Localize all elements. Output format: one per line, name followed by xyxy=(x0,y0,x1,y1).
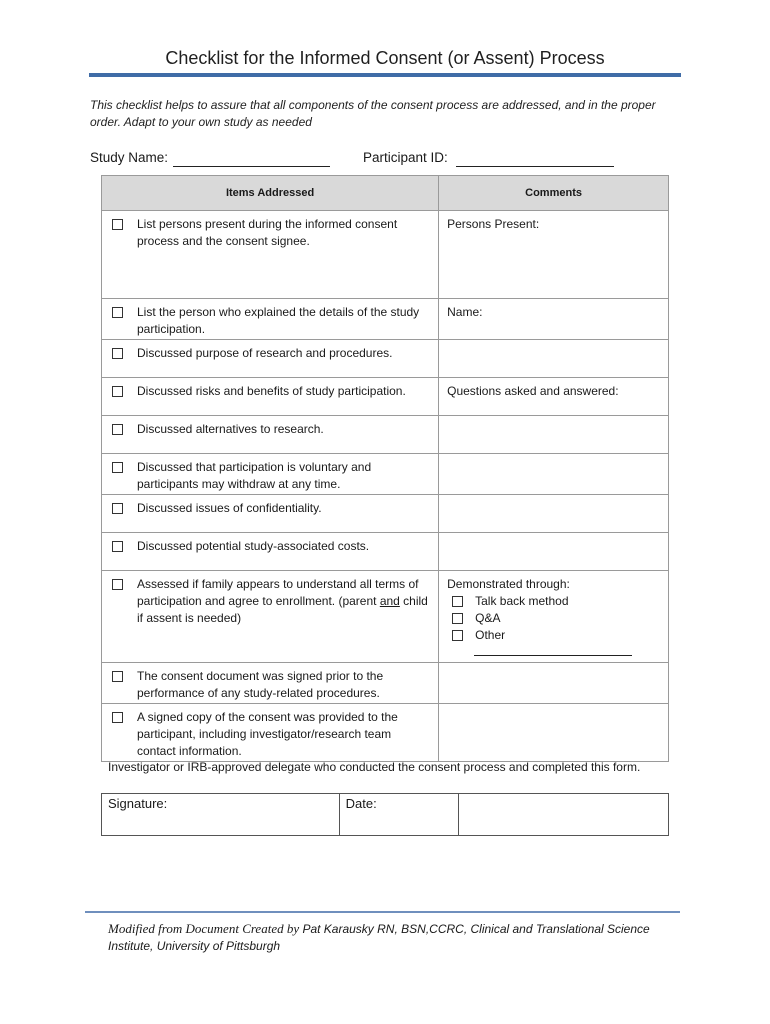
checkbox[interactable] xyxy=(112,462,123,473)
checkbox[interactable] xyxy=(112,307,123,318)
table-row xyxy=(102,299,669,340)
option-talk-back[interactable] xyxy=(447,593,660,610)
item-text: Discussed purpose of research and procedures. xyxy=(137,346,393,360)
checkbox[interactable] xyxy=(112,712,123,723)
comment-text[interactable]: Name: xyxy=(447,305,483,319)
date-field[interactable] xyxy=(339,794,459,836)
signature-field[interactable] xyxy=(102,794,340,836)
table-row xyxy=(102,571,669,663)
checkbox[interactable] xyxy=(112,424,123,435)
option-label: Talk back method xyxy=(475,594,569,608)
checkbox[interactable] xyxy=(112,671,123,682)
signature-label: Signature: xyxy=(108,796,168,811)
option-label: Other xyxy=(475,628,506,642)
item-text-underlined: and xyxy=(379,594,400,608)
participant-id-field[interactable] xyxy=(456,166,614,167)
comment-text[interactable] xyxy=(440,534,667,538)
title-divider xyxy=(89,73,681,77)
comment-text[interactable] xyxy=(440,417,667,421)
comments-header: Comments xyxy=(439,176,669,211)
comment-text[interactable]: Questions asked and answered: xyxy=(447,384,619,398)
attestation-text: Investigator or IRB-approved delegate who conducted the consent process and completed this form. xyxy=(108,760,641,774)
item-text-part: child if assent is needed) xyxy=(137,594,428,625)
date-label: Date: xyxy=(345,796,377,811)
comment-text[interactable] xyxy=(440,496,667,500)
option-qa[interactable] xyxy=(447,610,660,627)
item-text-part: Assessed if family appears to understand all terms of participation and agree to enrollment. (parent xyxy=(137,577,419,608)
checkbox[interactable] xyxy=(112,219,123,230)
footer-modified-from: Modified from Document Created by xyxy=(108,921,300,936)
table-row xyxy=(102,378,669,416)
checkbox[interactable] xyxy=(452,630,463,641)
table-row xyxy=(102,340,669,378)
comment-text[interactable]: Persons Present: xyxy=(447,217,540,231)
item-text: Discussed potential study-associated costs. xyxy=(137,539,370,553)
item-text: Discussed that participation is voluntary and participants may withdraw at any time. xyxy=(137,460,372,491)
items-addressed-header: Items Addressed xyxy=(102,176,439,211)
table-row xyxy=(102,704,669,762)
checkbox[interactable] xyxy=(112,503,123,514)
footer-credit-text: Pat Karausky RN, BSN,CCRC, Clinical and Translational Science Institute, University of Pittsburgh xyxy=(108,922,650,953)
table-row xyxy=(102,454,669,495)
item-text xyxy=(137,576,431,627)
option-label: Q&A xyxy=(475,611,501,625)
intro-text: This checklist helps to assure that all components of the consent process are addressed, and in the proper order. Adapt to your own study as needed xyxy=(90,98,656,129)
item-text: A signed copy of the consent was provided to the participant, including investigator/research team contact information. xyxy=(137,710,398,758)
consent-checklist-table xyxy=(101,175,669,762)
checkbox[interactable] xyxy=(112,386,123,397)
comment-text[interactable] xyxy=(440,664,667,668)
item-text: Discussed alternatives to research. xyxy=(137,422,324,436)
item-text: The consent document was signed prior to the performance of any study-related procedures. xyxy=(137,669,384,700)
item-text: List the person who explained the details of the study participation. xyxy=(137,305,420,336)
checkbox[interactable] xyxy=(112,348,123,359)
date-value-field[interactable] xyxy=(459,794,669,836)
study-name-label: Study Name: xyxy=(90,150,169,165)
footer-credit xyxy=(108,920,668,955)
table-row xyxy=(102,416,669,454)
item-text: Discussed risks and benefits of study participation. xyxy=(137,384,406,398)
table-row xyxy=(102,495,669,533)
comment-text[interactable] xyxy=(440,455,667,459)
item-text: Discussed issues of confidentiality. xyxy=(137,501,322,515)
signature-table xyxy=(101,793,669,836)
checkbox[interactable] xyxy=(452,596,463,607)
checkbox[interactable] xyxy=(112,579,123,590)
comment-text[interactable] xyxy=(440,705,667,709)
checkbox[interactable] xyxy=(452,613,463,624)
comment-text: Demonstrated through: xyxy=(447,577,570,591)
item-text: List persons present during the informed consent process and the consent signee. xyxy=(137,217,398,248)
comment-text[interactable] xyxy=(440,341,667,345)
checkbox[interactable] xyxy=(112,541,123,552)
table-row xyxy=(102,533,669,571)
table-row xyxy=(102,211,669,299)
study-name-field[interactable] xyxy=(173,166,330,167)
participant-id-label: Participant ID: xyxy=(363,150,448,165)
page-title: Checklist for the Informed Consent (or Assent) Process xyxy=(165,48,605,68)
table-row xyxy=(102,663,669,704)
footer-divider xyxy=(85,911,680,913)
option-other[interactable] xyxy=(447,627,660,644)
other-specify-field[interactable] xyxy=(474,645,632,656)
